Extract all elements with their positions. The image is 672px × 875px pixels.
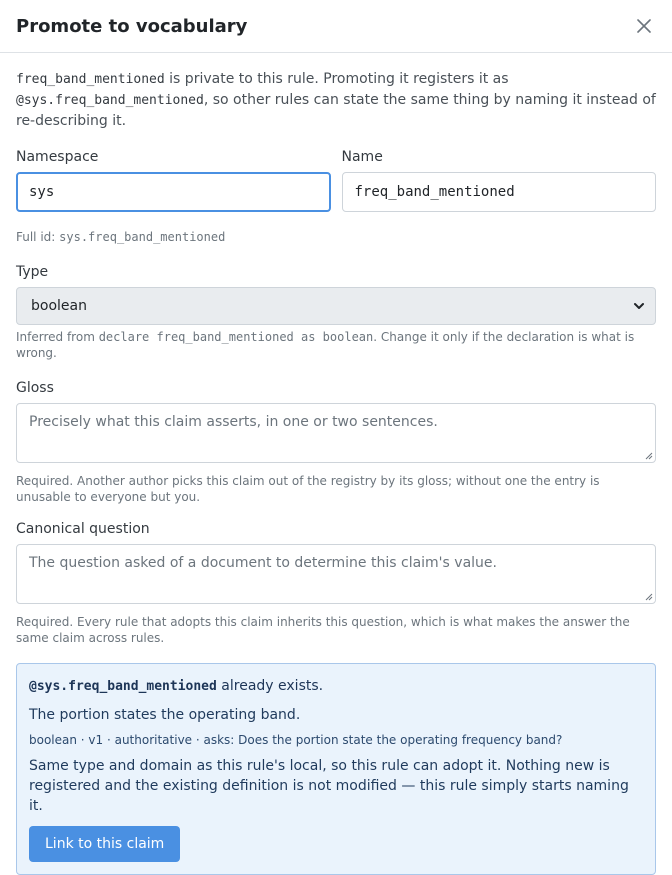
type-selected-value: boolean	[31, 298, 87, 314]
name-group	[342, 147, 657, 212]
close-icon	[637, 19, 651, 33]
existing-claim-gloss: The portion states the operating band.	[29, 707, 301, 723]
existing-claim-callout	[16, 663, 656, 875]
type-hint-code: declare freq_band_mentioned as boolean	[98, 330, 374, 344]
namespace-group	[16, 147, 331, 212]
local-name-code: freq_band_mentioned	[16, 72, 165, 87]
gloss-label: Gloss	[16, 380, 54, 396]
identity-fields	[16, 147, 656, 212]
canonical-question-placeholder: The question asked of a document to determine this claim's value.	[29, 555, 497, 571]
intro-text	[16, 69, 656, 131]
full-name-code: @sys.freq_band_mentioned	[16, 93, 204, 108]
dialog-body	[0, 53, 672, 875]
canonical-question-hint: Required. Every rule that adopts this claim inherits this question, which is what makes the answer the same claim across rules.	[16, 615, 630, 645]
existing-claim-heading	[29, 677, 643, 696]
intro-text-1: is private to this rule. Promoting it registers it as	[164, 71, 509, 87]
type-hint-2: . Change it only if the declaration is what is wrong.	[16, 330, 635, 360]
close-button[interactable]	[632, 14, 656, 38]
dialog-title: Promote to vocabulary	[16, 15, 248, 37]
intro-text-2: , so other rules can state the same thing by naming it instead of re-describing it.	[16, 92, 656, 129]
existing-claim-name: @sys.freq_band_mentioned	[29, 679, 217, 694]
resize-grip-icon[interactable]	[645, 593, 653, 601]
type-label: Type	[16, 264, 49, 280]
type-hint-1: Inferred from	[16, 330, 99, 344]
namespace-label: Namespace	[16, 149, 99, 165]
dialog-header	[0, 0, 672, 53]
canonical-question-textarea[interactable]	[16, 544, 656, 604]
name-label: Name	[341, 149, 383, 165]
chevron-down-icon	[633, 300, 645, 312]
gloss-placeholder: Precisely what this claim asserts, in one or two sentences.	[29, 414, 438, 430]
full-id-value: sys.freq_band_mentioned	[59, 230, 226, 244]
type-hint	[16, 329, 656, 361]
resize-grip-icon[interactable]	[645, 452, 653, 460]
gloss-textarea[interactable]	[16, 403, 656, 463]
namespace-input[interactable]	[16, 172, 331, 212]
existing-claim-meta: boolean · v1 · authoritative · asks: Does the portion state the operating frequency band?	[29, 733, 563, 747]
canonical-question-label: Canonical question	[16, 521, 150, 537]
type-select[interactable]	[16, 287, 656, 325]
existing-claim-suffix: already exists.	[216, 678, 324, 694]
link-claim-button[interactable]: Link to this claim	[29, 826, 180, 862]
name-input[interactable]	[342, 172, 657, 212]
full-id-hint	[16, 229, 656, 245]
gloss-hint: Required. Another author picks this claim out of the registry by its gloss; without one the entry is unusable to everyone but you.	[16, 474, 600, 504]
full-id-label: Full id:	[16, 230, 60, 244]
existing-claim-explain: Same type and domain as this rule's local, so this rule can adopt it. Nothing new is registered and the existing definition is not modified — this rule simply starts naming it.	[29, 758, 629, 814]
